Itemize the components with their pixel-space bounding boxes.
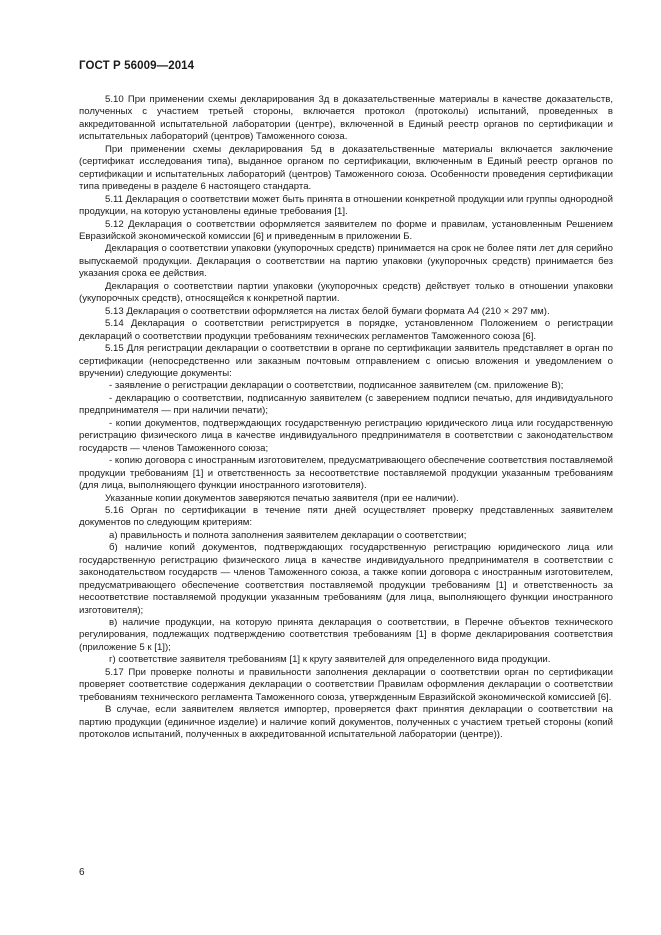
- paragraph-5-15: 5.15 Для регистрации декларации о соответствии в органе по сертификации заявитель представляет в орган по сертификации (непосредственно или заказным почтовым отправлением с описью вложения и уведомлением о вручении) следующие документы:: [79, 343, 613, 379]
- paragraph-5-17: 5.17 При проверке полноты и правильности заполнения декларации о соответствии орган по сертификации проверяет соответствие содержания декларации о соответствии Правилам оформления декларации о соответствии требованиям технического регламента Таможенного союза, утвержденным Евразийской экономической комиссией [6].: [79, 666, 613, 703]
- list-item: - копии документов, подтверждающих государственную регистрацию юридического лица или государственную регистрацию физического лица в качестве индивидуального предпринимателя в соответствии с законодательством государств — членов Таможенного союза;: [79, 417, 613, 454]
- paragraph: При применении схемы декларирования 5д в доказательственные материалы включается заключение (сертификат исследования типа), выданное органом по сертификации, включенным в Единый реестр органов по сертификации и испытательных лабораторий (центров) Таможенного союза. Особенности проведения сертификации типа приведены в разделе 6 настоящего стандарта.: [79, 143, 613, 193]
- list-item: б) наличие копий документов, подтверждающих государственную регистрацию юридического лица или государственную регистрацию физического лица в качестве индивидуального предпринимателя в соответствии с законодательством государств — членов Таможенного союза, а также копии договора с иностранным изготовителем, предусматривающего обеспечение соответствия поставляемой продукции требованиям [1] и ответственность за несоответствие поставляемой продукции указанным требованиям (для лица, выполняющего функции иностранного изготовителя);: [79, 542, 613, 616]
- paragraph-5-12: 5.12 Декларация о соответствии оформляется заявителем по форме и правилам, установленным Решением Евразийской экономической комиссии [6] и приведенным в приложении Б.: [79, 218, 613, 242]
- paragraph-5-11: 5.11 Декларация о соответствии может быть принята в отношении конкретной продукции или группы однородной продукции, на которую установлены единые требования [1].: [79, 193, 613, 218]
- document-header: ГОСТ Р 56009—2014: [79, 60, 195, 72]
- paragraph: Декларация о соответствии упаковки (укупорочных средств) принимается на срок не более пяти лет для серийно выпускаемой продукции. Декларация о соответствии на партию упаковки (укупорочных средств) принимается без указания срока ее действия.: [79, 243, 613, 280]
- list-item: - декларацию о соответствии, подписанную заявителем (с заверением подписи печатью, для индивидуального предпринимателя — при наличии печати);: [79, 392, 613, 417]
- paragraph: В случае, если заявителем является импортер, проверяется факт принятия декларации о соответствии на партию продукции (единичное изделие) и наличие копий документов, полученных с участием третьей стороны (копий протоколов испытаний, полученных в аккредитованной испытательной лаборатории (центре)).: [79, 704, 613, 741]
- paragraph-5-10: 5.10 При применении схемы декларирования 3д в доказательственные материалы в качестве доказательств, полученных с участием третьей стороны, включается протокол (протоколы) испытаний, проведенных в аккредитованной испытательной лаборатории (центре), включенной в Единый реестр органов по сертификации и испытательных лабораторий (центров) Таможенного союза.: [79, 94, 613, 143]
- paragraph-5-14: 5.14 Декларация о соответствии регистрируется в порядке, установленном Положением о регистрации деклараций о соответствии продукции требованиям технических регламентов Таможенного союза [6].: [79, 318, 613, 342]
- paragraph: Декларация о соответствии партии упаковки (укупорочных средств) действует только в отношении упаковки (укупорочных средств), относящейся к конкретной партии.: [79, 280, 613, 305]
- list-item: а) правильность и полнота заполнения заявителем декларации о соответствии;: [109, 529, 467, 541]
- paragraph-5-13: 5.13 Декларация о соответствии оформляется на листах белой бумаги формата А4 (210 × 297 мм).: [105, 305, 550, 317]
- list-item: в) наличие продукции, на которую принята декларация о соответствии, в Перечне объектов технического регулирования, подлежащих подтверждению соответствия требованиям [1] в форме декларирования соответствия (приложение 5 к [1]);: [79, 617, 613, 653]
- document-body: [79, 94, 613, 742]
- page-number: 6: [79, 867, 85, 878]
- list-item: - заявление о регистрации декларации о соответствии, подписанное заявителем (см. приложение В);: [109, 380, 564, 392]
- paragraph: Указанные копии документов заверяются печатью заявителя (при ее наличии).: [105, 492, 459, 504]
- paragraph-5-16: 5.16 Орган по сертификации в течение пяти дней осуществляет проверку представленных заявителем документов по следующим критериям:: [79, 504, 613, 529]
- list-item: г) соответствие заявителя требованиям [1] к кругу заявителей для определенного вида продукции.: [109, 654, 551, 666]
- list-item: - копию договора с иностранным изготовителем, предусматривающего обеспечение соответствия поставляемой продукции требованиям [1] и ответственность за несоответствие поставляемой продукции указанным требованиям (для лица, выполняющего функции иностранного изготовителя).: [79, 455, 613, 492]
